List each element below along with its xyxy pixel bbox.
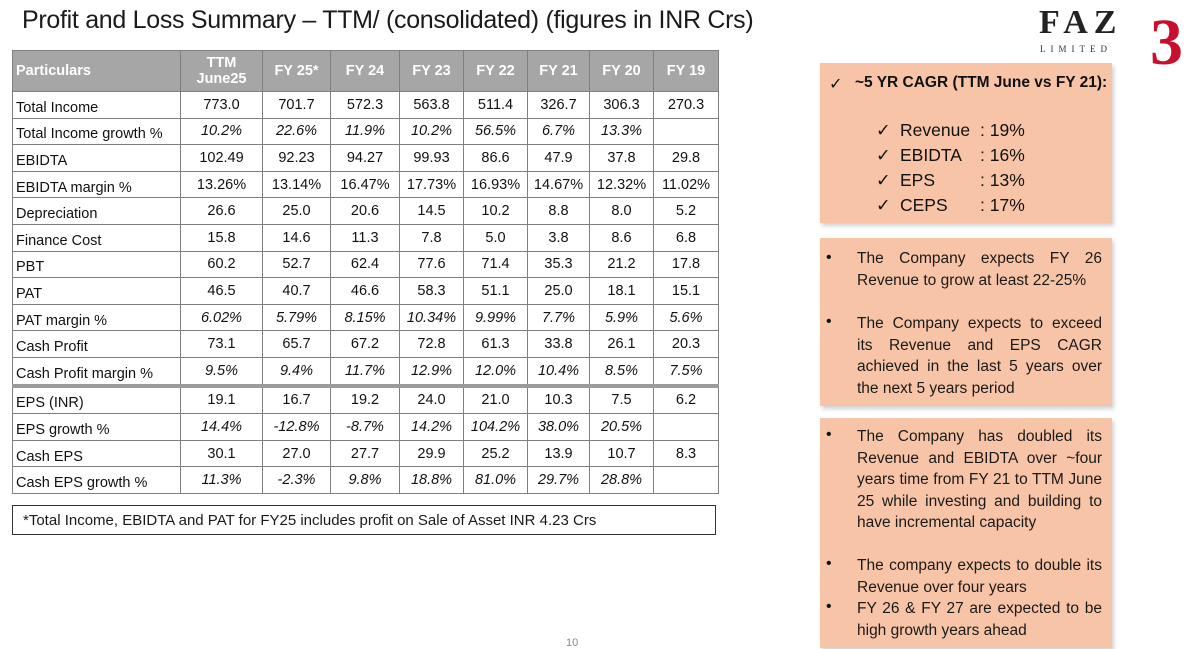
header-cell: FY 19: [654, 51, 719, 92]
table-cell: 10.2%: [181, 118, 263, 145]
header-cell: FY 21: [528, 51, 590, 92]
table-row: [13, 92, 719, 119]
table-cell: 22.6%: [263, 118, 331, 145]
header-cell: FY 20: [590, 51, 654, 92]
table-cell: 47.9: [528, 145, 590, 172]
table-cell: 62.4: [331, 251, 400, 278]
table-cell: 29.9: [400, 440, 464, 467]
table-cell: 51.1: [464, 278, 528, 305]
table-cell: 25.0: [528, 278, 590, 305]
table-cell: 11.3: [331, 224, 400, 251]
table-cell: 8.5%: [590, 357, 654, 385]
table-header-row: [13, 51, 719, 92]
table-cell: 270.3: [654, 92, 719, 119]
table-cell: 5.9%: [590, 304, 654, 331]
bullet-text: FY 26 & FY 27 are expected to be high growth years ahead: [857, 600, 1102, 639]
logo-letters: FAZ: [1039, 4, 1123, 41]
table-row: [13, 278, 719, 305]
table-cell: 9.5%: [181, 357, 263, 385]
header-cell: FY 25*: [263, 51, 331, 92]
table-cell: 572.3: [331, 92, 400, 119]
table-cell: 9.99%: [464, 304, 528, 331]
table-cell: 65.7: [263, 331, 331, 358]
cagr-item: ✓ EBIDTA : 16%: [876, 145, 1025, 165]
bullet-text: The Company expects FY 26 Revenue to grow at least 22-25%: [857, 250, 1102, 289]
table-cell: [654, 467, 719, 494]
table-cell: 5.0: [464, 224, 528, 251]
table-cell: 14.6: [263, 224, 331, 251]
table-cell: 5.2: [654, 198, 719, 225]
table-cell: 30.1: [181, 440, 263, 467]
table-cell: 773.0: [181, 92, 263, 119]
table-cell: 8.8: [528, 198, 590, 225]
logo-mark: 3: [1150, 6, 1183, 74]
row-label: Finance Cost: [13, 224, 181, 251]
table-cell: 5.6%: [654, 304, 719, 331]
bullet-icon: •: [826, 598, 832, 615]
table-cell: 12.0%: [464, 357, 528, 385]
table-cell: 94.27: [331, 145, 400, 172]
table-cell: 46.6: [331, 278, 400, 305]
bullet-text: The company expects to double its Revenue over four years: [857, 557, 1102, 596]
check-icon: ✓: [876, 120, 891, 140]
bullet-text: The Company has doubled its Revenue and EBIDTA over ~four years time from FY 21 to TTM June 25 while investing and building to have incremental capacity: [857, 428, 1102, 532]
table-cell: 563.8: [400, 92, 464, 119]
table-cell: 29.7%: [528, 467, 590, 494]
table-cell: 13.26%: [181, 171, 263, 198]
table-cell: 33.8: [528, 331, 590, 358]
table-cell: 10.7: [590, 440, 654, 467]
table-cell: 326.7: [528, 92, 590, 119]
table-row: [13, 224, 719, 251]
row-label: Cash EPS growth %: [13, 467, 181, 494]
table-cell: 13.14%: [263, 171, 331, 198]
table-cell: 52.7: [263, 251, 331, 278]
table-cell: 14.5: [400, 198, 464, 225]
header-cell: FY 23: [400, 51, 464, 92]
table-cell: 6.02%: [181, 304, 263, 331]
table-cell: 6.8: [654, 224, 719, 251]
table-cell: 56.5%: [464, 118, 528, 145]
table-cell: 86.6: [464, 145, 528, 172]
table-cell: 21.2: [590, 251, 654, 278]
table-cell: -2.3%: [263, 467, 331, 494]
bullet-text: The Company expects to exceed its Revenue and EPS CAGR achieved in the last 5 years over the next 5 years period: [857, 315, 1102, 397]
table-cell: 3.8: [528, 224, 590, 251]
table-cell: 99.93: [400, 145, 464, 172]
table-cell: 7.5: [590, 386, 654, 414]
table-cell: 9.8%: [331, 467, 400, 494]
table-cell: 18.8%: [400, 467, 464, 494]
table-cell: 18.1: [590, 278, 654, 305]
table-row: [13, 145, 719, 172]
table-cell: 12.9%: [400, 357, 464, 385]
table-cell: 12.32%: [590, 171, 654, 198]
table-row: [13, 414, 719, 441]
table-cell: 10.4%: [528, 357, 590, 385]
table-cell: -8.7%: [331, 414, 400, 441]
cagr-item: ✓ EPS : 13%: [876, 170, 1025, 190]
table-cell: 92.23: [263, 145, 331, 172]
table-cell: 10.2%: [400, 118, 464, 145]
table-cell: 25.2: [464, 440, 528, 467]
table-cell: 38.0%: [528, 414, 590, 441]
table-cell: -12.8%: [263, 414, 331, 441]
cagr-item: ✓ Revenue : 19%: [876, 120, 1025, 140]
table-cell: 37.8: [590, 145, 654, 172]
table-cell: 77.6: [400, 251, 464, 278]
table-cell: 8.0: [590, 198, 654, 225]
table-cell: 19.1: [181, 386, 263, 414]
row-label: EBIDTA: [13, 145, 181, 172]
table-cell: 6.7%: [528, 118, 590, 145]
logo-subtitle: LIMITED: [1040, 44, 1112, 54]
table-cell: 61.3: [464, 331, 528, 358]
table-cell: 10.2: [464, 198, 528, 225]
table-cell: 27.0: [263, 440, 331, 467]
header-cell: Particulars: [13, 51, 181, 92]
cagr-heading: ~5 YR CAGR (TTM June vs FY 21):: [855, 74, 1108, 91]
table-cell: 8.3: [654, 440, 719, 467]
table-cell: 10.34%: [400, 304, 464, 331]
row-label: Cash Profit margin %: [13, 357, 181, 385]
table-cell: 17.8: [654, 251, 719, 278]
table-cell: 13.9: [528, 440, 590, 467]
table-cell: 40.7: [263, 278, 331, 305]
table-cell: 21.0: [464, 386, 528, 414]
table-row: [13, 171, 719, 198]
table-cell: 29.8: [654, 145, 719, 172]
page-title: Profit and Loss Summary – TTM/ (consolidated) (figures in INR Crs): [22, 6, 754, 34]
table-cell: 14.4%: [181, 414, 263, 441]
page-number: 10: [566, 637, 579, 649]
table-cell: 10.3: [528, 386, 590, 414]
cagr-item: ✓ CEPS : 17%: [876, 195, 1025, 215]
table-cell: 11.7%: [331, 357, 400, 385]
table-cell: 27.7: [331, 440, 400, 467]
bullet-icon: •: [826, 555, 832, 572]
row-label: EBIDTA margin %: [13, 171, 181, 198]
table-cell: 26.1: [590, 331, 654, 358]
table-cell: [654, 118, 719, 145]
table-cell: 16.7: [263, 386, 331, 414]
table-cell: 511.4: [464, 92, 528, 119]
table-cell: 104.2%: [464, 414, 528, 441]
row-label: Cash EPS: [13, 440, 181, 467]
table-cell: 16.47%: [331, 171, 400, 198]
row-label: PAT: [13, 278, 181, 305]
table-cell: 25.0: [263, 198, 331, 225]
table-cell: 20.3: [654, 331, 719, 358]
row-label: PBT: [13, 251, 181, 278]
header-cell: FY 24: [331, 51, 400, 92]
table-cell: 8.15%: [331, 304, 400, 331]
table-cell: 26.6: [181, 198, 263, 225]
check-icon: ✓: [876, 170, 891, 190]
header-cell: TTM June25: [181, 51, 263, 92]
table-cell: 67.2: [331, 331, 400, 358]
table-cell: 58.3: [400, 278, 464, 305]
table-cell: 35.3: [528, 251, 590, 278]
table-cell: 20.5%: [590, 414, 654, 441]
table-cell: 72.8: [400, 331, 464, 358]
table-cell: 81.0%: [464, 467, 528, 494]
row-label: Depreciation: [13, 198, 181, 225]
table-row: [13, 331, 719, 358]
row-label: Total Income: [13, 92, 181, 119]
table-cell: 102.49: [181, 145, 263, 172]
table-cell: 15.1: [654, 278, 719, 305]
bullet-icon: •: [826, 313, 832, 330]
table-cell: 19.2: [331, 386, 400, 414]
table-cell: 20.6: [331, 198, 400, 225]
table-row: [13, 251, 719, 278]
table-cell: 306.3: [590, 92, 654, 119]
table-cell: 14.2%: [400, 414, 464, 441]
table-cell: 7.8: [400, 224, 464, 251]
row-label: Total Income growth %: [13, 118, 181, 145]
bullet-icon: •: [826, 249, 832, 266]
table-cell: 17.73%: [400, 171, 464, 198]
table-cell: 11.9%: [331, 118, 400, 145]
table-cell: 60.2: [181, 251, 263, 278]
table-cell: 7.7%: [528, 304, 590, 331]
table-row: [13, 357, 719, 385]
table-cell: 13.3%: [590, 118, 654, 145]
table-cell: 16.93%: [464, 171, 528, 198]
row-label: Cash Profit: [13, 331, 181, 358]
table-cell: 73.1: [181, 331, 263, 358]
table-cell: 14.67%: [528, 171, 590, 198]
bullet-icon: •: [826, 426, 832, 443]
row-label: PAT margin %: [13, 304, 181, 331]
table-cell: 9.4%: [263, 357, 331, 385]
table-cell: 8.6: [590, 224, 654, 251]
table-cell: 28.8%: [590, 467, 654, 494]
table-row: [13, 118, 719, 145]
row-label: EPS growth %: [13, 414, 181, 441]
table-row: [13, 304, 719, 331]
row-label: EPS (INR): [13, 386, 181, 414]
pl-table: [12, 50, 719, 494]
table-row: [13, 198, 719, 225]
check-icon: ✓: [829, 76, 843, 93]
header-cell: FY 22: [464, 51, 528, 92]
table-cell: 701.7: [263, 92, 331, 119]
logo-mark-icon: [1146, 6, 1196, 74]
table-cell: 11.02%: [654, 171, 719, 198]
table-cell: 5.79%: [263, 304, 331, 331]
table-row: [13, 386, 719, 414]
footnote: *Total Income, EBIDTA and PAT for FY25 includes profit on Sale of Asset INR 4.23 Crs: [12, 505, 716, 535]
table-cell: 6.2: [654, 386, 719, 414]
table-cell: 24.0: [400, 386, 464, 414]
check-icon: ✓: [876, 145, 891, 165]
table-cell: 15.8: [181, 224, 263, 251]
check-icon: ✓: [876, 195, 891, 215]
table-cell: [654, 414, 719, 441]
table-row: [13, 440, 719, 467]
table-row: [13, 467, 719, 494]
table-cell: 71.4: [464, 251, 528, 278]
table-cell: 46.5: [181, 278, 263, 305]
table-cell: 7.5%: [654, 357, 719, 385]
table-cell: 11.3%: [181, 467, 263, 494]
